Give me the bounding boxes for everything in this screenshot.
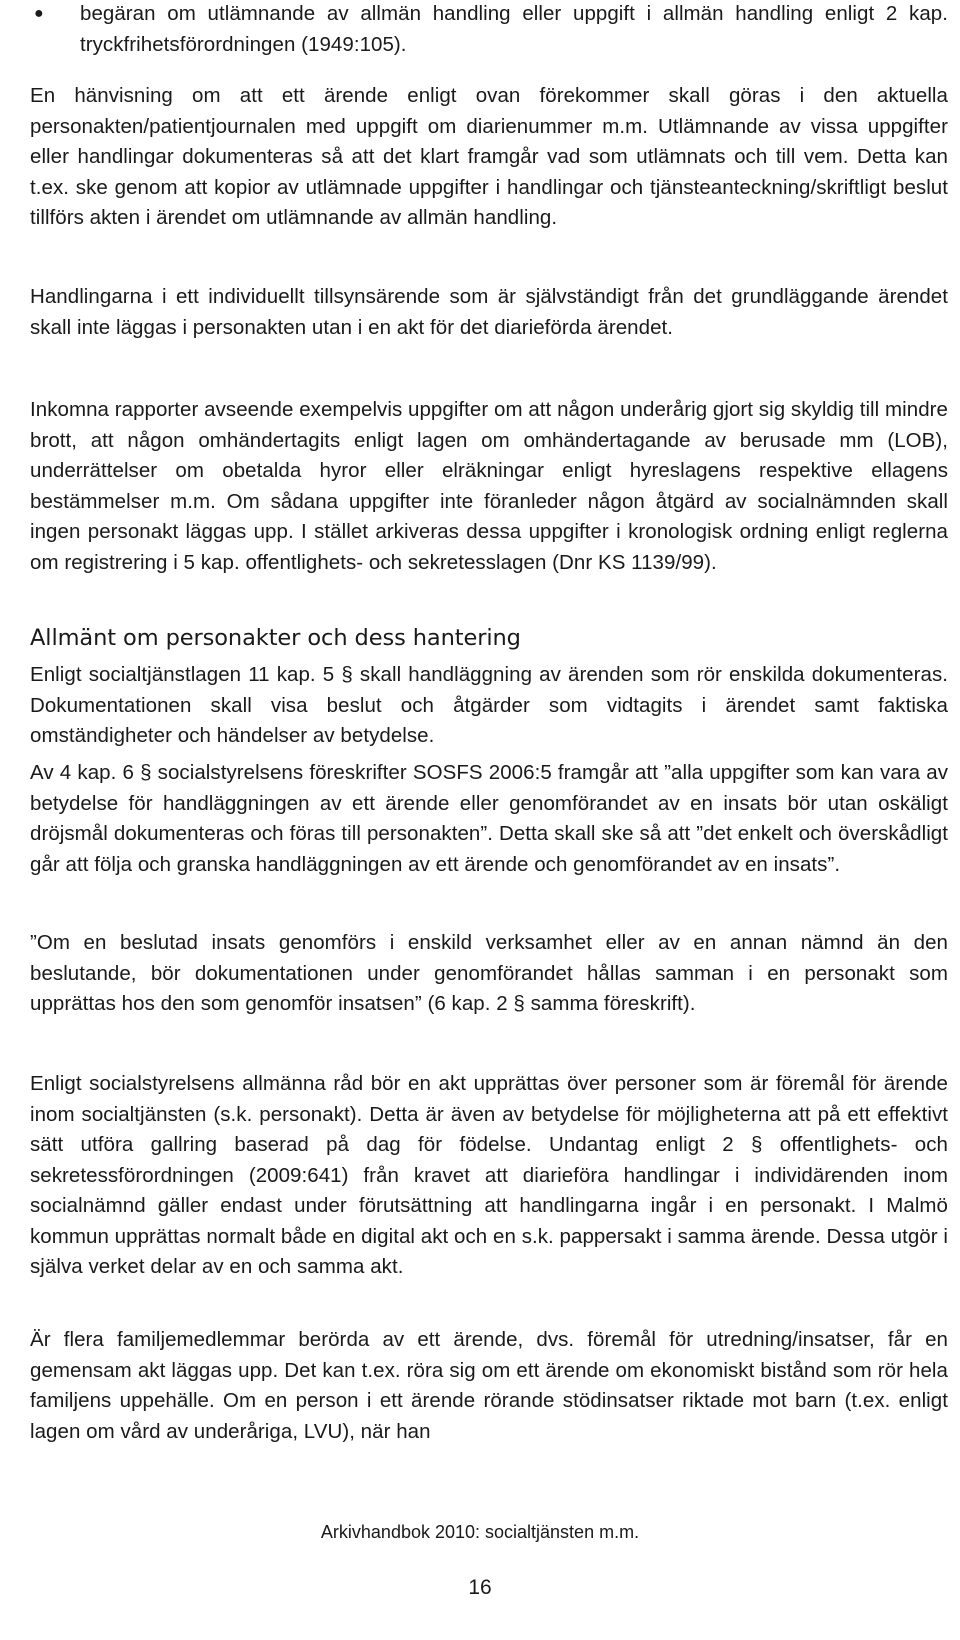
paragraph-8 xyxy=(30,1325,948,1447)
paragraph-2 xyxy=(30,282,948,343)
paragraph-text: Inkomna rapporter avseende exempelvis uppgifter om att någon underårig gjort sig skyldig till mindre brott, att någon omhändertagits enligt lagen om omhändertagande av berusade mm (LOB), underrättelser om obetalda hyror eller elräkningar enligt hyreslagens respektive ellagens bestämmelser m.m. Om sådana uppgifter inte föranleder någon åtgärd av socialnämnden skall ingen personakt läggas upp. I stället arkiveras dessa uppgifter i kronologisk ordning enligt reglerna om registrering i 5 kap. offentlighets- och sekretesslagen (Dnr KS 1139/99). xyxy=(30,398,948,574)
paragraph-3 xyxy=(30,395,948,578)
paragraph-text: Handlingarna i ett individuellt tillsynsärende som är självständigt från det grundläggande ärendet skall inte läggas i personakten utan i en akt för det diarieförda ärendet. xyxy=(30,285,948,339)
paragraph-4 xyxy=(30,660,948,752)
paragraph-text: ”Om en beslutad insats genomförs i enskild verksamhet eller av en annan nämnd än den beslutande, bör dokumentationen under genomförandet hållas samman i en personakt som upprättas hos den som genomför insatsen” (6 kap. 2 § samma föreskrift). xyxy=(30,931,948,1015)
footer-title: Arkivhandbok 2010: socialtjänsten m.m. xyxy=(320,1522,640,1542)
paragraph-5 xyxy=(30,758,948,880)
paragraph-text: En hänvisning om att ett ärende enligt ovan förekommer skall göras i den aktuella personakten/patientjournalen med uppgift om diarienummer m.m. Utlämnande av vissa uppgifter eller handlingar dokumenteras så att det klart framgår vad som utlämnats och till vem. Detta kan t.ex. ske genom att kopior av utlämnade uppgifter i handlingar och tjänsteanteckning/skriftligt beslut tillförs akten i ärendet om utlämnande av allmän handling. xyxy=(30,84,948,229)
paragraph-7 xyxy=(30,1069,948,1283)
paragraph-text: Enligt socialtjänstlagen 11 kap. 5 § skall handläggning av ärenden som rör enskilda dokumenteras. Dokumentationen skall visa beslut och åtgärder som vidtagits i ärendet samt faktiska omständigheter och händelser av betydelse. xyxy=(30,663,948,747)
page-number: 16 xyxy=(468,1576,492,1599)
bullet-icon: ● xyxy=(34,5,44,22)
section-heading: Allmänt om personakter och dess hantering xyxy=(30,625,521,651)
paragraph-text: Är flera familjemedlemmar berörda av ett ärende, dvs. föremål för utredning/insatser, får en gemensam akt läggas upp. Det kan t.ex. röra sig om ett ärende om ekonomiskt bistånd som rör hela familjens uppehälle. Om en person i ett ärende rörande stödinsatser riktade mot barn (t.ex. enligt lagen om vård av underåriga, LVU), när han xyxy=(30,1328,948,1443)
bullet-item xyxy=(30,0,948,60)
paragraph-text: Av 4 kap. 6 § socialstyrelsens föreskrifter SOSFS 2006:5 framgår att ”alla uppgifter som kan vara av betydelse för handläggningen av ett ärende eller genomförandet av en insats bör utan oskäligt dröjsmål dokumenteras och föras till personakten”. Detta skall ske så att ”det enkelt och överskådligt går att följa och granska handläggningen av ett ärende och genomförandet av en insats”. xyxy=(30,761,948,876)
paragraph-text: Enligt socialstyrelsens allmänna råd bör en akt upprättas över personer som är föremål för ärende inom socialtjänsten (s.k. personakt). Detta är även av betydelse för möjligheterna att på ett effektivt sätt utföra gallring baserad på dag för födelse. Undantag enligt 2 § offentlighets- och sekretessförordningen (2009:641) från kravet att diarieföra handlingar i individärenden inom socialnämnd gäller endast under förutsättning att handlingarna ingår i en personakt. I Malmö kommun upprättas normalt både en digital akt och en s.k. pappersakt i samma ärende. Dessa utgör i själva verket delar av en och samma akt. xyxy=(30,1072,948,1278)
paragraph-6 xyxy=(30,928,948,1020)
section-heading-block xyxy=(30,623,948,653)
paragraph-1 xyxy=(30,81,948,234)
bullet-text: begäran om utlämnande av allmän handling eller uppgift i allmän handling enligt 2 kap. tryckfrihetsförordningen (1949:105). xyxy=(80,2,948,56)
